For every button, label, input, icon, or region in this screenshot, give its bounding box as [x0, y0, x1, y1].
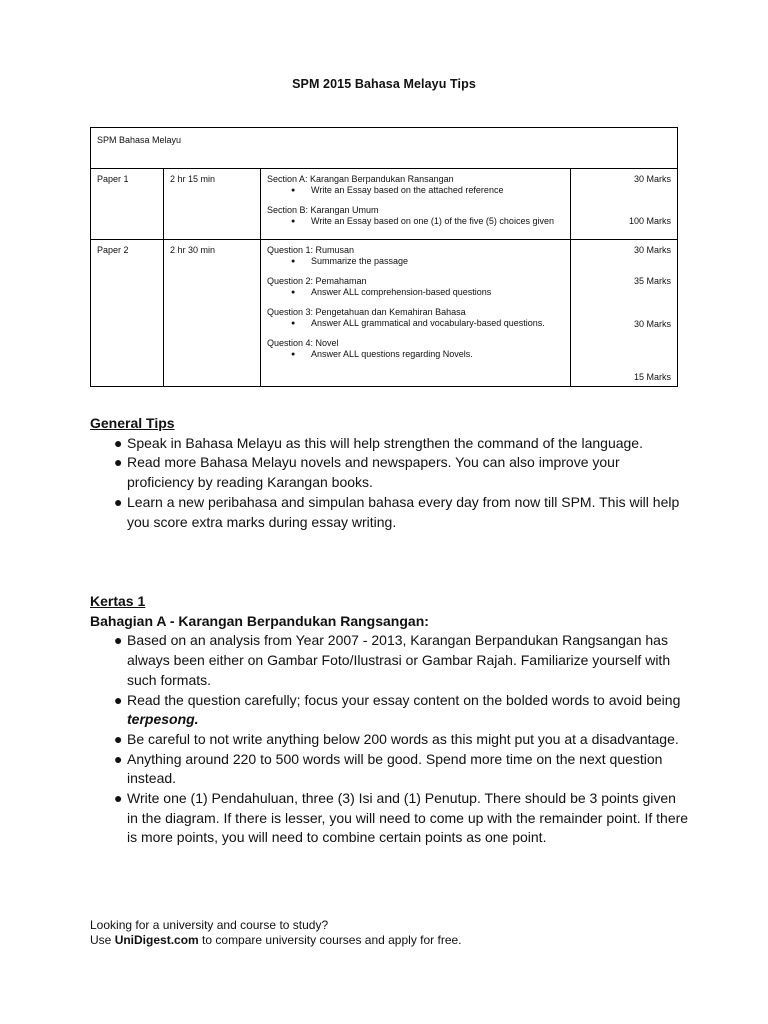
- section-item-text: Answer ALL grammatical and vocabulary-based questions.: [311, 318, 545, 328]
- table-header-text: SPM Bahasa Melayu: [97, 135, 182, 145]
- bullet-icon: ●: [114, 790, 123, 807]
- bullet-icon: ●: [114, 454, 123, 471]
- section-item-text: Write an Essay based on the attached reference: [311, 185, 504, 195]
- footer-site-link[interactable]: UniDigest.com: [114, 932, 199, 947]
- section-title: Question 4: Novel: [267, 338, 339, 348]
- table-row: [91, 240, 678, 387]
- section-item: [267, 185, 564, 196]
- sections-cell: [261, 169, 571, 240]
- section-item-text: Write an Essay based on one (1) of the five (5) choices given: [311, 216, 554, 226]
- table-header-cell: [91, 128, 678, 169]
- list-item-text: Speak in Bahasa Melayu as this will help strengthen the command of the language.: [127, 434, 643, 451]
- section-block: [267, 276, 564, 298]
- bullet-icon: ●: [291, 320, 296, 327]
- list-item-text: Read the question carefully; focus your essay content on the bolded words to avoid being: [127, 691, 681, 708]
- bullet-icon: ●: [291, 218, 296, 225]
- marks-cell: [571, 240, 678, 387]
- document-title: SPM 2015 Bahasa Melayu Tips: [292, 77, 476, 91]
- time-label: 2 hr 15 min: [170, 174, 216, 184]
- footer-use-text: Use: [90, 932, 112, 947]
- bullet-icon: ●: [114, 493, 123, 510]
- bullet-icon: ●: [114, 730, 123, 747]
- marks-value: 15 Marks: [633, 372, 671, 382]
- section-block: [267, 205, 564, 227]
- paper-cell: [91, 169, 164, 240]
- bullet-icon: ●: [291, 351, 296, 358]
- section-item: [267, 349, 564, 360]
- footer-line-1: Looking for a university and course to study?: [90, 918, 329, 932]
- list-item-text: Read more Bahasa Melayu novels and newspapers. You can also improve your proficiency by reading Karangan books.: [127, 454, 620, 491]
- marks-value: 30 Marks: [633, 319, 671, 329]
- section-item-text: Summarize the passage: [311, 256, 409, 266]
- section-title: Section B: Karangan Umum: [267, 205, 379, 215]
- section-item: [267, 287, 564, 298]
- bullet-icon: ●: [114, 632, 123, 649]
- section-block: [267, 307, 564, 329]
- kertas1-heading: Kertas 1: [90, 593, 146, 609]
- list-item: [90, 631, 690, 690]
- list-item: [90, 434, 690, 454]
- general-tips-section: [90, 414, 690, 532]
- section-block: [267, 174, 564, 196]
- section-item: [267, 256, 564, 267]
- footer-rest-text: to compare university courses and apply for free.: [202, 932, 462, 947]
- kertas1-subheading: Bahagian A - Karangan Berpandukan Rangsangan:: [90, 612, 429, 629]
- marks-cell: [571, 169, 678, 240]
- time-cell: [164, 169, 261, 240]
- section-block: [267, 338, 564, 360]
- bullet-icon: ●: [114, 691, 123, 708]
- list-item-text: Learn a new peribahasa and simpulan bahasa every day from now till SPM. This will help you score extra marks during essay writing.: [127, 493, 680, 530]
- section-item: [267, 318, 564, 329]
- section-item-text: Answer ALL questions regarding Novels.: [311, 349, 473, 359]
- paper-label: Paper 2: [97, 245, 129, 255]
- section-item-text: Answer ALL comprehension-based questions: [311, 287, 492, 297]
- general-tips-heading: General Tips: [90, 415, 175, 431]
- list-item-text: Based on an analysis from Year 2007 - 2013, Karangan Berpandukan Rangsangan has always been either on Gambar Foto/Ilustrasi or Gambar Rajah. Familiarize yourself with such formats.: [127, 632, 671, 688]
- paper-cell: [91, 240, 164, 387]
- list-item: [90, 750, 690, 789]
- kertas1-list: [90, 631, 690, 848]
- footer-line-2: [90, 933, 462, 948]
- time-label: 2 hr 30 min: [170, 245, 216, 255]
- bullet-icon: ●: [291, 187, 296, 194]
- marks-value: 100 Marks: [628, 216, 671, 226]
- list-item-text: Be careful to not write anything below 200 words as this might put you at a disadvantage.: [127, 730, 679, 747]
- bullet-icon: ●: [114, 750, 123, 767]
- sections-cell: [261, 240, 571, 387]
- section-title: Question 1: Rumusan: [267, 245, 355, 255]
- list-item: [90, 730, 690, 750]
- section-block: [267, 245, 564, 267]
- footer-note: [90, 918, 462, 947]
- exam-overview-table: [90, 127, 678, 387]
- section-title: Question 3: Pengetahuan dan Kemahiran Bahasa: [267, 307, 466, 317]
- emphasis-text: terpesong.: [127, 711, 199, 728]
- list-item: [90, 789, 690, 848]
- general-tips-list: [90, 434, 690, 533]
- bullet-icon: ●: [114, 434, 123, 451]
- section-title: Section A: Karangan Berpandukan Ransangan: [267, 174, 454, 184]
- marks-value: 30 Marks: [633, 245, 671, 255]
- section-item: [267, 216, 564, 227]
- list-item: [90, 453, 690, 492]
- section-title: Question 2: Pemahaman: [267, 276, 367, 286]
- time-cell: [164, 240, 261, 387]
- marks-value: 35 Marks: [633, 276, 671, 286]
- bullet-icon: ●: [291, 289, 296, 296]
- list-item-text: Anything around 220 to 500 words will be good. Spend more time on the next question instead.: [127, 750, 663, 787]
- table-row: [91, 169, 678, 240]
- marks-value: 30 Marks: [633, 174, 671, 184]
- kertas1-section: [90, 592, 690, 848]
- paper-label: Paper 1: [97, 174, 129, 184]
- list-item-text: Write one (1) Pendahuluan, three (3) Isi and (1) Penutup. There should be 3 points given in the diagram. If there is lesser, you will need to come up with the remainder point. If there is more points, you will need to combine certain points as one point.: [127, 790, 689, 846]
- list-item: [90, 691, 690, 730]
- list-item: [90, 493, 690, 532]
- bullet-icon: ●: [291, 258, 296, 265]
